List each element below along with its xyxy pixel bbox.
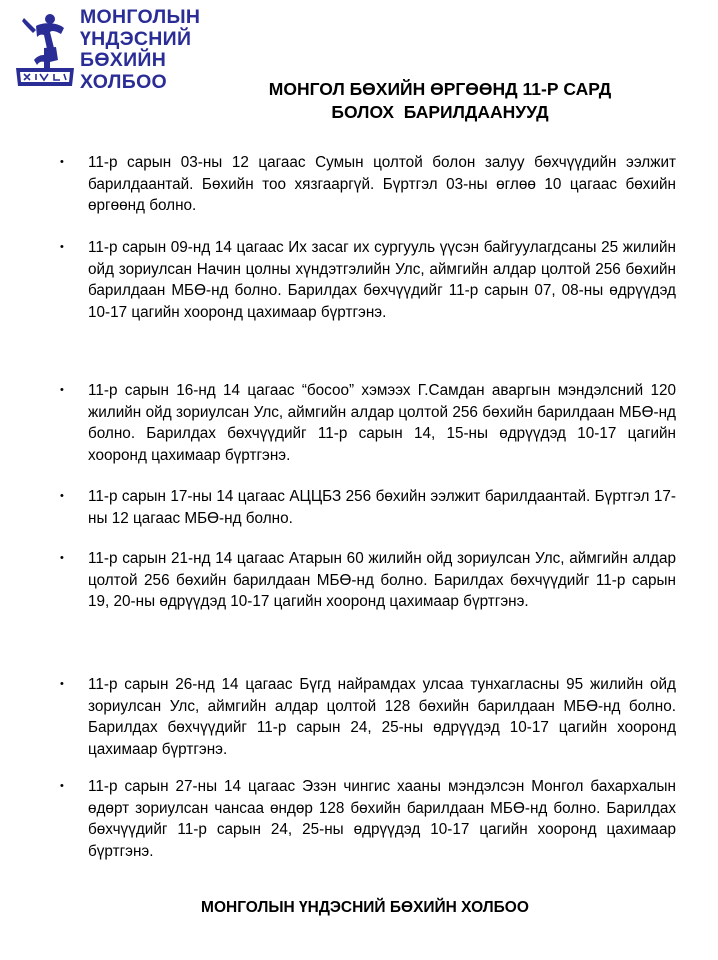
event-item — [60, 152, 676, 217]
page-title — [210, 78, 670, 124]
event-item — [60, 776, 676, 862]
bullet-icon: • — [60, 780, 64, 792]
title-line-2: БОЛОХ БАРИЛДААНУУД — [331, 102, 549, 122]
event-item — [60, 486, 676, 529]
logo-line-1: МОНГОЛЫН — [80, 6, 201, 28]
bullet-icon: • — [60, 384, 64, 396]
event-item — [60, 548, 676, 613]
wrestler-emblem-icon — [14, 8, 76, 92]
event-item — [60, 380, 676, 466]
event-text: 11-р сарын 27-ны 14 цагаас Эзэн чингис хааны мэндэлсэн Монгол бахархалын өдөрт зориулсан чансаа өндөр 128 бөхийн барилдаан МБӨ-нд болно. Барилдах бөхчүүдийг 11-р сарын 24, 25-ны өдрүүдэд 10-17 цагийн хооронд цахимаар бүртгэнэ. — [88, 778, 676, 860]
event-item — [60, 237, 676, 323]
bullet-icon: • — [60, 490, 64, 502]
event-text: 11-р сарын 17-ны 14 цагаас АЦЦБЗ 256 бөхийн ээлжит барилдаантай. Бүртгэл 17-ны 12 цагаас МБӨ-нд болно. — [88, 488, 676, 527]
event-text: 11-р сарын 21-нд 14 цагаас Атарын 60 жилийн ойд зориулсан Улс, аймгийн алдар цолтой 256 бөхийн барилдаан МБӨ-нд болно. Барилдах бөхчүүдийг 11-р сарын 19, 20-ны өдрүүдэд 10-17 цагийн хооронд цахимаар бүртгэнэ. — [88, 550, 676, 611]
event-text: 11-р сарын 03-ны 12 цагаас Сумын цолтой болон залуу бөхчүүдийн ээлжит барилдаантай. Бөхийн тоо хязгааргүй. Бүртгэл 03-ны өглөө 10 цагаас бөхийн өргөөнд болно. — [88, 154, 676, 215]
event-text: 11-р сарын 26-нд 14 цагаас Бүгд найрамдах улсаа тунхагласны 95 жилийн ойд зориулсан Улс, аймгийн алдар цолтой 128 бөхийн барилдаан МБӨ-нд болно. Барилдах бөхчүүдийг 11-р сарын 24, 25-ны өдрүүдэд 10-17 цагийн хооронд цахимаар бүртгэнэ. — [88, 676, 676, 758]
logo-line-2: ҮНДЭСНИЙ — [80, 27, 192, 50]
bullet-icon: • — [60, 678, 64, 690]
federation-logo — [14, 8, 234, 92]
event-text: 11-р сарын 16-нд 14 цагаас “босоо” хэмээх Г.Самдан аваргын мэндэлсний 120 жилийн ойд зориулсан Улс, аймгийн алдар цолтой 256 бөхийн барилдаан МБӨ-нд болно. Барилдах бөхчүүдийг 11-р сарын 14, 15-ны өдрүүдэд 10-17 цагийн хооронд цахимаар бүртгэнэ. — [88, 382, 676, 464]
logo-line-3: БӨХИЙН — [80, 49, 167, 71]
title-line-1: МОНГОЛ БӨХИЙН ӨРГӨӨНД 11-Р САРД — [268, 79, 612, 99]
event-item — [60, 674, 676, 760]
logo-line-4: ХОЛБОО — [80, 70, 168, 93]
event-text: 11-р сарын 09-нд 14 цагаас Их засаг их сургууль үүсэн байгуулагдсаны 25 жилийн ойд зориулсан Начин цолны хүндэтгэлийн Улс, аймгийн алдар цолтой 256 бөхийн барилдаан МБӨ-нд болно. Барилдах бөхчүүдийг 11-р сарын 07, 08-ны өдрүүдэд 10-17 цагийн хооронд цахимаар бүртгэнэ. — [88, 239, 676, 321]
bullet-icon: • — [60, 241, 64, 253]
bullet-icon: • — [60, 156, 64, 168]
footer-signature: МОНГОЛЫН ҮНДЭСНИЙ БӨХИЙН ХОЛБОО — [201, 899, 529, 916]
bullet-icon: • — [60, 552, 64, 564]
